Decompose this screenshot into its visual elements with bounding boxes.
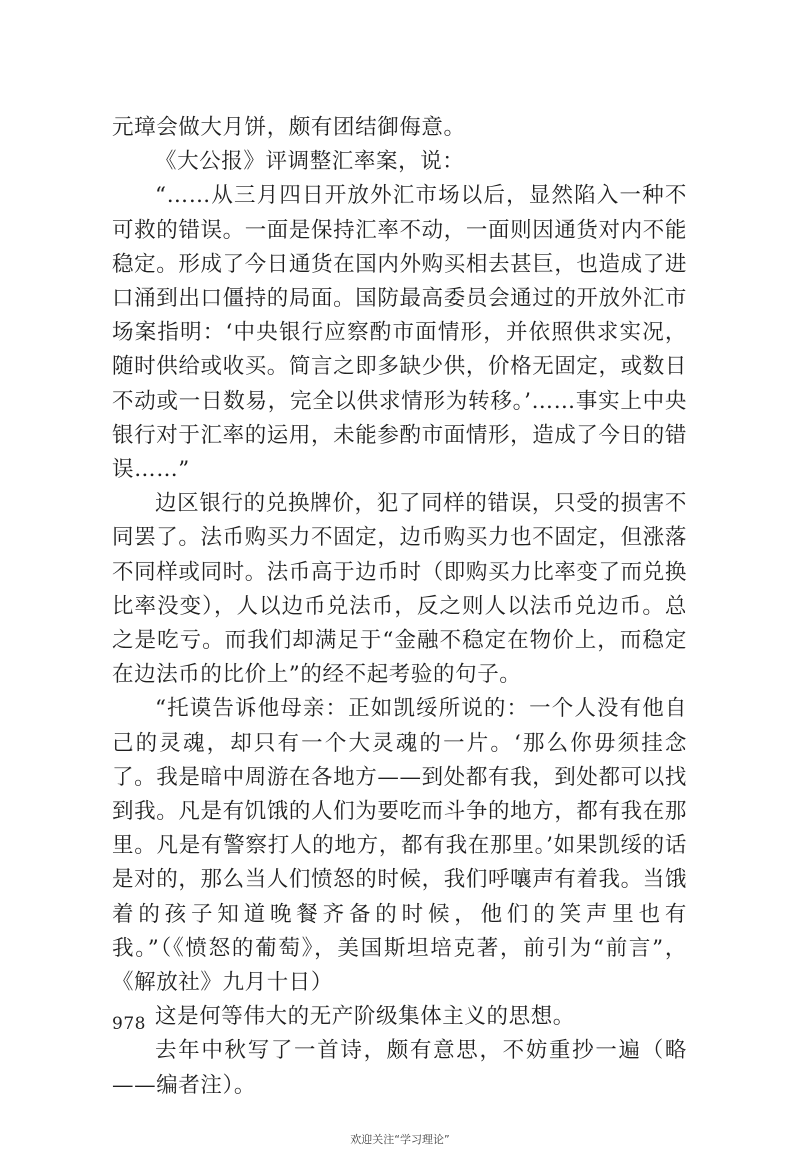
paragraph-5-quote: “托谟告诉他母亲：正如凯绥所说的：一个人没有他自己的灵魂，却只有一个大灵魂的一片。‘那么你毋须挂念了。我是暗中周游在各地方——到处都有我，到处都可以找到我。凡是有饥饿的人们为要吃而斗争的地方，都有我在那里。凡是有警察打人的地方，都有我在那里。’如果凯绥的话是对的，那么当人们愤怒的时候，我们呼嚷声有着我。当饿着的孩子知道晚餐齐备的时候，他们的笑声里也有我。”（《愤怒的葡萄》，美国斯坦培克著，前引为“前言”，《解放社》九月十日） (112, 696, 687, 996)
page-number: 978 (112, 1014, 146, 1034)
footer-note: 欢迎关注“学习理论” (350, 1133, 450, 1146)
paragraph-4: 边区银行的兑换牌价，犯了同样的错误，只受的损害不同罢了。法币购买力不固定，边币购买力也不固定，但涨落不同样或同时。法币高于边币时（即购买力比率变了而兑换比率没变），人以边币兑法币，反之则人以法币兑边币。总之是吃亏。而我们却满足于“金融不稳定在物价上，而稳定在边法币的比价上”的经不起考验的句子。 (112, 491, 687, 688)
paragraph-3-quote: “……从三月四日开放外汇市场以后，显然陷入一种不可救的错误。一面是保持汇率不动，一面则因通货对内不能稳定。形成了今日通货在国内外购买相去甚巨，也造成了进口涌到出口僵持的局面。国防最高委员会通过的开放外汇市场案指明：‘中央银行应察酌市面情形，并依照供求实况，随时供给或收买。简言之即多缺少供，价格无固定，或数日不动或一日数易，完全以供求情形为转移。’……事实上中央银行对于汇率的运用，未能参酌市面情形，造成了今日的错误……” (112, 183, 687, 483)
paragraph-6: 这是何等伟大的无产阶级集体主义的思想。 (155, 1004, 575, 1030)
paragraph-1: 元璋会做大月饼，颇有团结御侮意。 (112, 115, 466, 140)
paragraph-7: 去年中秋写了一首诗，颇有意思，不妨重抄一遍（略——编者注）。 (112, 1038, 687, 1098)
body-text (112, 111, 687, 1103)
paragraph-2: 《大公报》评调整汇率案，说： (155, 149, 465, 175)
